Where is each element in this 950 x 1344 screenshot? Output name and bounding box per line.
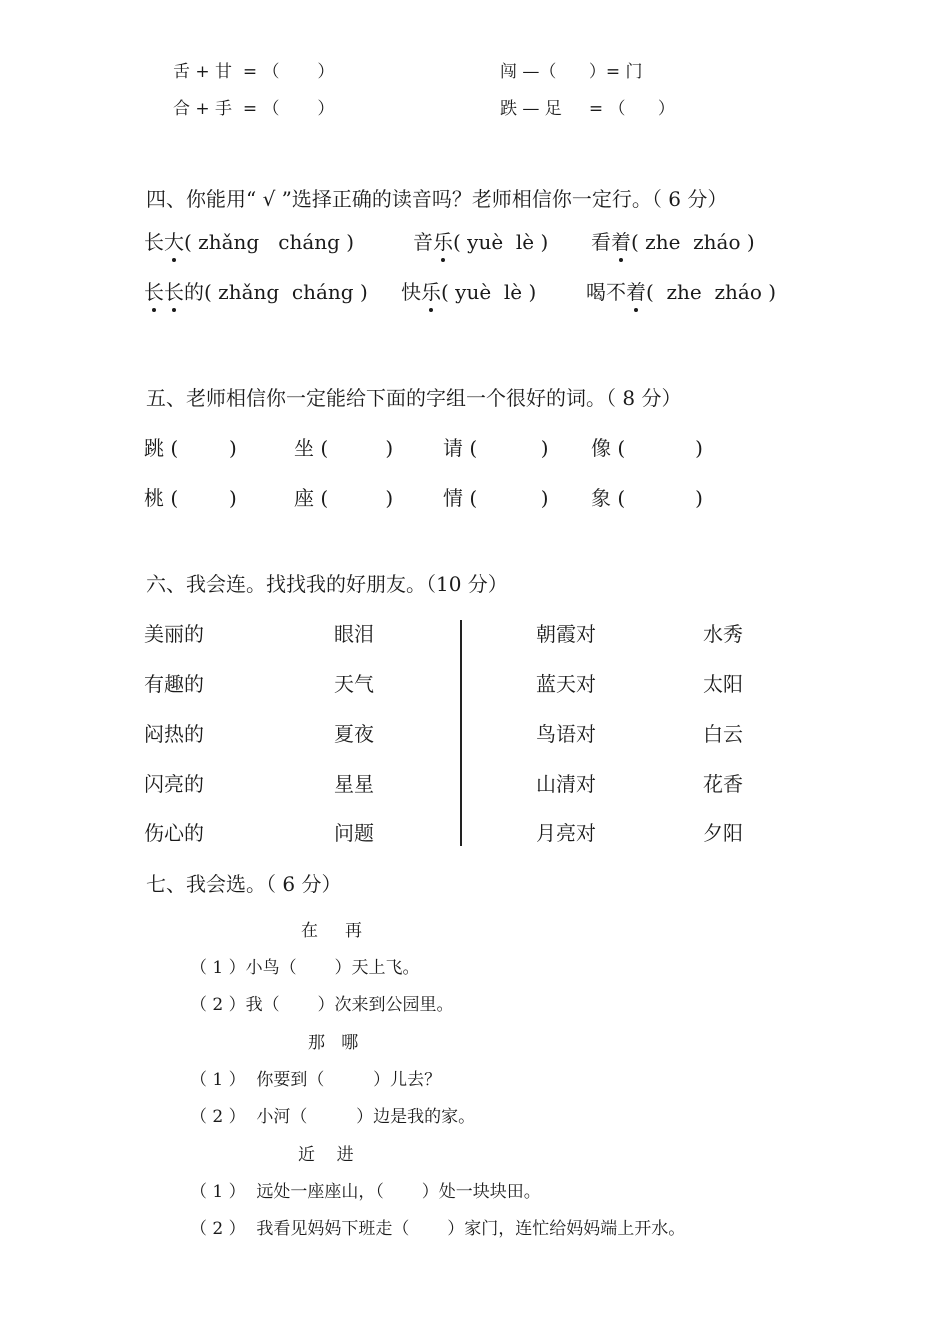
choice-options: 近 进 — [298, 1145, 354, 1165]
choice-question: （ 2 ） 我看见妈妈下班走（ ）家门，连忙给妈妈端上开水。 — [190, 1219, 686, 1239]
match-noun: 眼泪 — [334, 622, 374, 646]
word-item: 请 ( ) — [443, 436, 549, 460]
word-item: 情 ( ) — [443, 486, 549, 510]
match-pair-left: 山清对 — [536, 772, 596, 796]
column-divider — [460, 620, 462, 846]
pinyin-options: ( yuè lè ) — [441, 280, 537, 304]
word-item: 跳 ( ) — [144, 436, 237, 460]
pinyin-item-4 — [144, 276, 368, 305]
choice-question: （ 2 ）我（ ）次来到公园里。 — [190, 995, 454, 1015]
dotted-char: 乐 — [433, 226, 453, 255]
pinyin-item-1 — [144, 226, 354, 255]
word-item: 座 ( ) — [294, 486, 394, 510]
dotted-char: 大 — [164, 226, 184, 255]
choice-options: 在 再 — [301, 921, 363, 941]
dotted-char: 乐 — [421, 276, 441, 305]
compose-row-2-left: 合 + 手 = （ ） — [173, 99, 335, 119]
section-5-title: 五、老师相信你一定能给下面的字组一个很好的词。（ 8 分） — [146, 386, 682, 410]
pinyin-options: ( zhǎng cháng ) — [184, 230, 355, 254]
section-6-title: 六、我会连。找找我的好朋友。（10 分） — [146, 572, 508, 596]
match-pair-left: 朝霞对 — [536, 622, 596, 646]
pinyin-options: ( zhe zháo ) — [631, 230, 755, 254]
match-noun: 夏夜 — [334, 722, 374, 746]
word-item: 像 ( ) — [591, 436, 703, 460]
choice-question: （ 2 ） 小河（ ）边是我的家。 — [190, 1107, 476, 1127]
choice-question: （ 1 ） 远处一座座山，（ ）处一块块田。 — [190, 1182, 541, 1202]
word-item: 桃 ( ) — [144, 486, 237, 510]
word-item: 象 ( ) — [591, 486, 703, 510]
match-noun: 问题 — [334, 821, 374, 845]
pinyin-item-6 — [586, 276, 776, 305]
item-char: 的 — [184, 280, 204, 304]
item-char: 快 — [401, 280, 421, 304]
match-pair-right: 夕阳 — [703, 821, 743, 845]
pinyin-item-3 — [591, 226, 755, 255]
dotted-char: 着 — [626, 276, 646, 305]
match-pair-right: 水秀 — [703, 622, 743, 646]
dotted-char: 长 — [144, 276, 164, 305]
compose-row-1-left: 舌 + 甘 = （ ） — [173, 62, 335, 82]
word-item: 坐 ( ) — [294, 436, 394, 460]
match-pair-right: 太阳 — [703, 672, 743, 696]
match-pair-right: 白云 — [703, 722, 743, 746]
match-left-word: 闷热的 — [144, 722, 204, 746]
compose-row-2-right: 跌 — 足 = （ ） — [500, 99, 675, 119]
pinyin-options: ( zhe zháo ) — [646, 280, 777, 304]
choice-question: （ 1 ）小鸟（ ）天上飞。 — [190, 958, 420, 978]
item-char: 喝不 — [586, 280, 626, 304]
match-pair-left: 蓝天对 — [536, 672, 596, 696]
choice-options: 那 哪 — [308, 1033, 359, 1053]
section-7-title: 七、我会选。（ 6 分） — [146, 872, 342, 896]
item-char: 看 — [591, 230, 611, 254]
pinyin-options: ( zhǎng cháng ) — [204, 280, 368, 304]
match-pair-left: 月亮对 — [536, 821, 596, 845]
choice-question: （ 1 ） 你要到（ ）儿去？ — [190, 1070, 442, 1090]
match-noun: 天气 — [334, 672, 374, 696]
match-left-word: 伤心的 — [144, 821, 204, 845]
compose-row-1-right: 闯 —（ ）= 门 — [500, 62, 643, 82]
match-left-word: 有趣的 — [144, 672, 204, 696]
match-pair-left: 鸟语对 — [536, 722, 596, 746]
dotted-char: 着 — [611, 226, 631, 255]
pinyin-options: ( yuè lè ) — [453, 230, 549, 254]
match-pair-right: 花香 — [703, 772, 743, 796]
dotted-char: 长 — [164, 276, 184, 305]
item-char: 音 — [413, 230, 433, 254]
pinyin-item-2 — [413, 226, 548, 255]
match-noun: 星星 — [334, 772, 374, 796]
pinyin-item-5 — [401, 276, 536, 305]
section-4-title: 四、你能用“ √ ”选择正确的读音吗？老师相信你一定行。（ 6 分） — [146, 187, 728, 211]
item-char: 长 — [144, 230, 164, 254]
match-left-word: 美丽的 — [144, 622, 204, 646]
match-left-word: 闪亮的 — [144, 772, 204, 796]
